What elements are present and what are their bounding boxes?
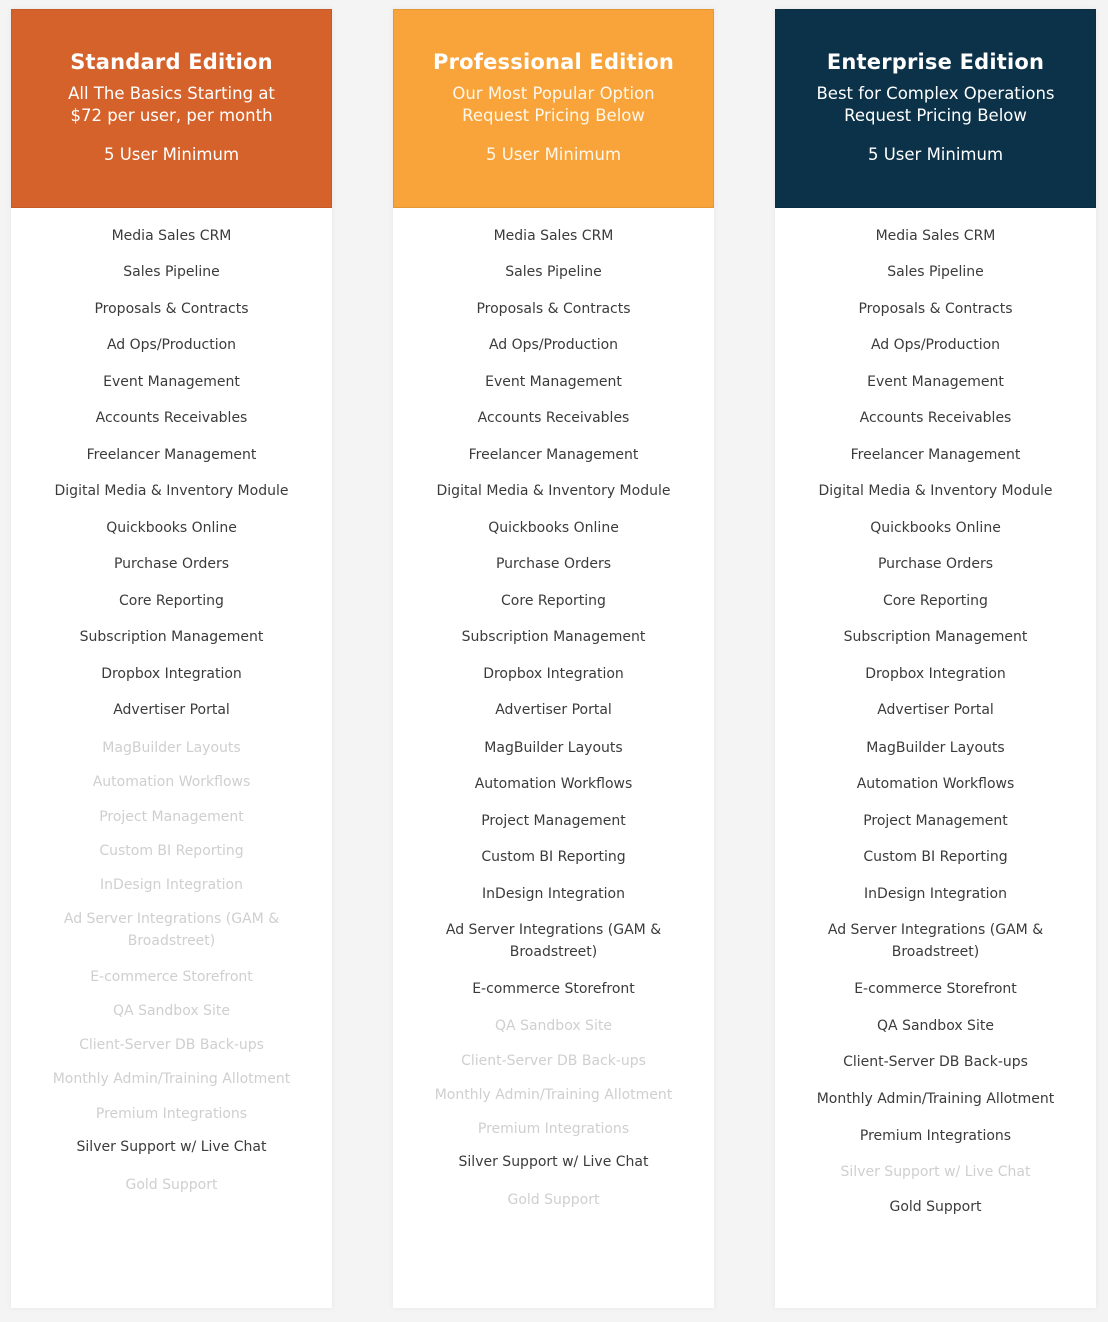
feature-event-management: Event Management (867, 374, 1004, 390)
feature-freelancer-management: Freelancer Management (468, 447, 639, 463)
feature-advertiser-portal: Advertiser Portal (495, 702, 612, 718)
feature-magbuilder-layouts: MagBuilder Layouts (102, 740, 241, 756)
feature-e-commerce-storefront: E-commerce Storefront (90, 969, 253, 985)
plan-minimum: 5 User Minimum (867, 145, 1004, 164)
feature-core-reporting: Core Reporting (883, 593, 988, 609)
feature-core-reporting: Core Reporting (119, 593, 224, 609)
feature-silver-support-w-live-chat: Silver Support w/ Live Chat (458, 1154, 649, 1170)
feature-dropbox-integration: Dropbox Integration (101, 666, 242, 682)
feature-premium-integrations: Premium Integrations (95, 1106, 248, 1122)
feature-monthly-admin-training-allotment: Monthly Admin/Training Allotment (52, 1071, 291, 1087)
feature-client-server-db-back-ups: Client-Server DB Back-ups (843, 1054, 1028, 1070)
feature-digital-media-and-inventory-module: Digital Media & Inventory Module (436, 483, 671, 499)
feature-proposals-and-contracts: Proposals & Contracts (476, 301, 631, 317)
feature-e-commerce-storefront: E-commerce Storefront (854, 981, 1017, 997)
feature-indesign-integration: InDesign Integration (100, 877, 243, 893)
feature-automation-workflows: Automation Workflows (856, 776, 1015, 792)
feature-proposals-and-contracts: Proposals & Contracts (858, 301, 1013, 317)
feature-proposals-and-contracts: Proposals & Contracts (94, 301, 249, 317)
plan-title: Professional Edition (433, 50, 674, 74)
feature-event-management: Event Management (103, 374, 240, 390)
feature-sales-pipeline: Sales Pipeline (887, 264, 984, 280)
feature-custom-bi-reporting: Custom BI Reporting (481, 849, 626, 865)
feature-project-management: Project Management (99, 809, 244, 825)
feature-project-management: Project Management (481, 813, 626, 829)
feature-client-server-db-back-ups: Client-Server DB Back-ups (79, 1037, 264, 1053)
plan-title: Standard Edition (70, 50, 273, 74)
feature-ad-server-integrations-gam-and-broadstreet: Ad Server Integrations (GAM & Broadstreet) (63, 911, 280, 949)
plan-subtitle: Best for Complex Operations Request Pricing Below (816, 84, 1055, 125)
feature-automation-workflows: Automation Workflows (474, 776, 633, 792)
feature-accounts-receivables: Accounts Receivables (477, 410, 630, 426)
plan-header (393, 9, 714, 208)
feature-premium-integrations: Premium Integrations (477, 1121, 630, 1137)
feature-quickbooks-online: Quickbooks Online (870, 520, 1001, 536)
feature-accounts-receivables: Accounts Receivables (95, 410, 248, 426)
feature-e-commerce-storefront: E-commerce Storefront (472, 981, 635, 997)
plan-header (11, 9, 332, 208)
feature-custom-bi-reporting: Custom BI Reporting (99, 843, 244, 859)
feature-media-sales-crm: Media Sales CRM (493, 228, 614, 244)
feature-dropbox-integration: Dropbox Integration (865, 666, 1006, 682)
feature-project-management: Project Management (863, 813, 1008, 829)
plan-card-professional (393, 9, 714, 1308)
feature-purchase-orders: Purchase Orders (495, 556, 612, 572)
feature-ad-ops-production: Ad Ops/Production (870, 337, 1001, 353)
feature-ad-ops-production: Ad Ops/Production (488, 337, 619, 353)
feature-qa-sandbox-site: QA Sandbox Site (113, 1003, 230, 1019)
plan-card-enterprise (775, 9, 1096, 1308)
plan-header (775, 9, 1096, 208)
feature-freelancer-management: Freelancer Management (86, 447, 257, 463)
feature-advertiser-portal: Advertiser Portal (877, 702, 994, 718)
feature-subscription-management: Subscription Management (461, 629, 646, 645)
plan-minimum: 5 User Minimum (485, 145, 622, 164)
feature-gold-support: Gold Support (125, 1177, 218, 1193)
feature-client-server-db-back-ups: Client-Server DB Back-ups (461, 1053, 646, 1069)
feature-core-reporting: Core Reporting (501, 593, 606, 609)
feature-media-sales-crm: Media Sales CRM (111, 228, 232, 244)
feature-purchase-orders: Purchase Orders (877, 556, 994, 572)
feature-magbuilder-layouts: MagBuilder Layouts (866, 740, 1005, 756)
feature-digital-media-and-inventory-module: Digital Media & Inventory Module (818, 483, 1053, 499)
feature-custom-bi-reporting: Custom BI Reporting (863, 849, 1008, 865)
feature-quickbooks-online: Quickbooks Online (488, 520, 619, 536)
feature-silver-support-w-live-chat: Silver Support w/ Live Chat (840, 1164, 1031, 1180)
plan-title: Enterprise Edition (826, 50, 1045, 74)
feature-subscription-management: Subscription Management (843, 629, 1028, 645)
feature-purchase-orders: Purchase Orders (113, 556, 230, 572)
feature-monthly-admin-training-allotment: Monthly Admin/Training Allotment (816, 1091, 1055, 1107)
feature-accounts-receivables: Accounts Receivables (859, 410, 1012, 426)
feature-automation-workflows: Automation Workflows (92, 774, 251, 790)
feature-indesign-integration: InDesign Integration (482, 886, 625, 902)
feature-gold-support: Gold Support (507, 1192, 600, 1208)
feature-event-management: Event Management (485, 374, 622, 390)
feature-indesign-integration: InDesign Integration (864, 886, 1007, 902)
feature-advertiser-portal: Advertiser Portal (113, 702, 230, 718)
feature-quickbooks-online: Quickbooks Online (106, 520, 237, 536)
feature-magbuilder-layouts: MagBuilder Layouts (484, 740, 623, 756)
plan-card-standard (11, 9, 332, 1308)
feature-monthly-admin-training-allotment: Monthly Admin/Training Allotment (434, 1087, 673, 1103)
feature-gold-support: Gold Support (889, 1199, 982, 1215)
feature-dropbox-integration: Dropbox Integration (483, 666, 624, 682)
feature-sales-pipeline: Sales Pipeline (505, 264, 602, 280)
feature-digital-media-and-inventory-module: Digital Media & Inventory Module (54, 483, 289, 499)
feature-ad-server-integrations-gam-and-broadstreet: Ad Server Integrations (GAM & Broadstreet) (445, 922, 662, 960)
plan-subtitle: All The Basics Starting at $72 per user, per month (68, 84, 275, 125)
feature-sales-pipeline: Sales Pipeline (123, 264, 220, 280)
feature-ad-server-integrations-gam-and-broadstreet: Ad Server Integrations (GAM & Broadstreet) (827, 922, 1044, 960)
feature-subscription-management: Subscription Management (79, 629, 264, 645)
feature-premium-integrations: Premium Integrations (859, 1128, 1012, 1144)
feature-ad-ops-production: Ad Ops/Production (106, 337, 237, 353)
feature-media-sales-crm: Media Sales CRM (875, 228, 996, 244)
plan-minimum: 5 User Minimum (103, 145, 240, 164)
feature-silver-support-w-live-chat: Silver Support w/ Live Chat (76, 1139, 267, 1155)
feature-qa-sandbox-site: QA Sandbox Site (495, 1018, 612, 1034)
feature-freelancer-management: Freelancer Management (850, 447, 1021, 463)
plan-subtitle: Our Most Popular Option Request Pricing Below (452, 84, 655, 125)
feature-qa-sandbox-site: QA Sandbox Site (877, 1018, 994, 1034)
